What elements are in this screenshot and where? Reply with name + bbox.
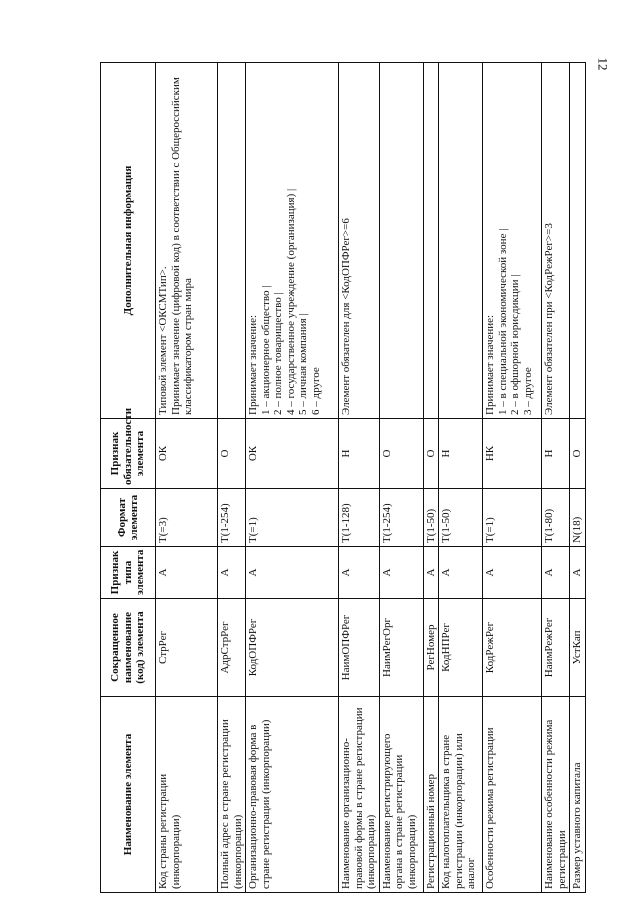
info-line: Принимает значение: [247, 314, 259, 415]
element-name: Организационно-правовая форма в стране регистрации (инкорпорации) [246, 697, 339, 893]
rotated-table-container [100, 63, 583, 893]
element-format: Т(=3) [156, 489, 218, 547]
info-line: Элемент обязателен при <КодРежРег>=3 [543, 223, 555, 415]
table-row [542, 63, 570, 893]
element-code: НаимРежРег [542, 599, 570, 697]
element-type: А [483, 547, 542, 599]
element-type: А [570, 547, 586, 599]
element-format: Т(=1) [246, 489, 339, 547]
element-code: КодРежРег [483, 599, 542, 697]
element-required: О [423, 419, 439, 489]
element-code: АдрСтрРег [218, 599, 246, 697]
element-name: Особенности режима регистрации [483, 697, 542, 893]
element-name: Наименование организационно-правовой формы в стране регистрации (инкорпорации) [339, 697, 380, 893]
info-line: Типовой элемент <ОКСМТип>. [157, 266, 169, 415]
table-header-row [101, 63, 156, 893]
element-code: КодОПФРег [246, 599, 339, 697]
info-line: Принимает значение (цифровой код) в соответствии с Общероссийским классификатором стран мира [169, 77, 194, 415]
element-code: РегНомер [423, 599, 439, 697]
info-line: 3 – другое [521, 367, 534, 415]
element-info [246, 63, 339, 419]
table-row [379, 63, 423, 893]
info-line: 6 – другое [309, 367, 322, 415]
element-code: КодНПРег [439, 599, 483, 697]
table-row [246, 63, 339, 893]
element-format: Т(1-128) [339, 489, 380, 547]
element-type: А [218, 547, 246, 599]
element-name: Наименование особенности режима регистрации [542, 697, 570, 893]
element-required: Н [439, 419, 483, 489]
element-info [423, 63, 439, 419]
page-number: 12 [595, 57, 611, 71]
element-type: А [339, 547, 380, 599]
element-format: Т(1-80) [542, 489, 570, 547]
header-name: Наименование элемента [101, 697, 156, 893]
info-line: 2 – полное товарищество | [272, 292, 284, 415]
element-code: УстКап [570, 599, 586, 697]
header-type: Признак типа элемента [101, 547, 156, 599]
element-format: N(18) [570, 489, 586, 547]
header-required: Признак обязательности элемента [101, 419, 156, 489]
element-type: А [439, 547, 483, 599]
element-type: А [423, 547, 439, 599]
table-row [439, 63, 483, 893]
element-format: Т(1-254) [218, 489, 246, 547]
element-type: А [156, 547, 218, 599]
element-info [483, 63, 542, 419]
element-required: Н [542, 419, 570, 489]
element-required: О [218, 419, 246, 489]
element-info [156, 63, 218, 419]
element-name: Код налогоплательщика в стране регистрации (инкорпорации) или аналог [439, 697, 483, 893]
info-line: 1 – акционерное общество | [259, 285, 272, 415]
element-required: Н [339, 419, 380, 489]
element-format: Т(1-50) [439, 489, 483, 547]
element-info [218, 63, 246, 419]
element-name: Наименование регистрирующего органа в стране регистрации (инкорпорации) [379, 697, 423, 893]
header-code: Сокращенное наименование (код) элемента [101, 599, 156, 697]
element-code: НаимОПФРег [339, 599, 380, 697]
element-name: Регистрационный номер [423, 697, 439, 893]
info-line: Принимает значение: [484, 314, 496, 415]
element-format: Т(1-254) [379, 489, 423, 547]
elements-table [100, 62, 586, 893]
table-row [339, 63, 380, 893]
table-row [423, 63, 439, 893]
element-required: НК [483, 419, 542, 489]
element-info [570, 63, 586, 419]
element-required: ОК [246, 419, 339, 489]
info-line: 5 – личная компания | [297, 313, 309, 415]
element-required: О [570, 419, 586, 489]
element-code: СтрРег [156, 599, 218, 697]
element-type: А [246, 547, 339, 599]
element-format: Т(=1) [483, 489, 542, 547]
info-line: 2 – в офшорной юрисдикции | [509, 274, 521, 415]
table-body [156, 63, 586, 893]
table-row [483, 63, 542, 893]
element-info [339, 63, 380, 419]
info-line: 1 – в специальной экономической зоне | [496, 228, 509, 415]
table-row [570, 63, 586, 893]
element-required: ОК [156, 419, 218, 489]
element-type: А [542, 547, 570, 599]
element-info [439, 63, 483, 419]
header-format: Формат элемента [101, 489, 156, 547]
element-format: Т(1-50) [423, 489, 439, 547]
info-line: 4 – государственное учреждение (организация) | [284, 188, 297, 415]
table-row [218, 63, 246, 893]
element-code: НаимРегОрг [379, 599, 423, 697]
table-row [156, 63, 218, 893]
element-info [379, 63, 423, 419]
element-info [542, 63, 570, 419]
element-name: Код страны регистрации (инкорпорации) [156, 697, 218, 893]
element-type: А [379, 547, 423, 599]
element-name: Размер уставного капитала [570, 697, 586, 893]
element-required: О [379, 419, 423, 489]
info-line: Элемент обязателен для <КодОПФРег>=6 [340, 218, 352, 415]
element-name: Полный адрес в стране регистрации (инкорпорации) [218, 697, 246, 893]
header-info: Дополнительная информация [101, 63, 156, 419]
